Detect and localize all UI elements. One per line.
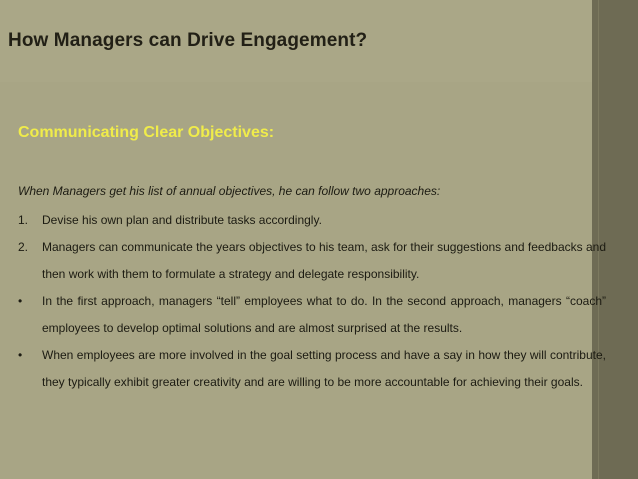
list-item: [18, 288, 606, 342]
list-item-text: When employees are more involved in the goal setting process and have a say in how they will contribute, they typically exhibit greater creativity and are willing to be more accountable for achieving their goals.: [42, 348, 606, 389]
intro-text: When Managers get his list of annual objectives, he can follow two approaches:: [18, 184, 441, 198]
slide-body: [18, 178, 606, 396]
bullet-marker: •: [18, 294, 23, 308]
list-item-text: Managers can communicate the years objectives to his team, ask for their suggestions and feedbacks and then work with them to formulate a strategy and delegate responsibility.: [42, 240, 606, 281]
slide-title: How Managers can Drive Engagement?: [8, 30, 368, 51]
list-item-text: In the first approach, managers “tell” employees what to do. In the second approach, managers “coach” employees to develop optimal solutions and are almost surprised at the results.: [42, 294, 606, 335]
section-heading: Communicating Clear Objectives:: [18, 124, 275, 141]
list-marker: 1.: [18, 213, 29, 227]
list-item: [18, 234, 606, 288]
list-item-text: Devise his own plan and distribute tasks accordingly.: [42, 213, 322, 227]
bullet-marker: •: [18, 348, 23, 362]
list-marker: 2.: [18, 240, 29, 254]
list-item: [18, 207, 606, 234]
list-item: [18, 342, 606, 396]
